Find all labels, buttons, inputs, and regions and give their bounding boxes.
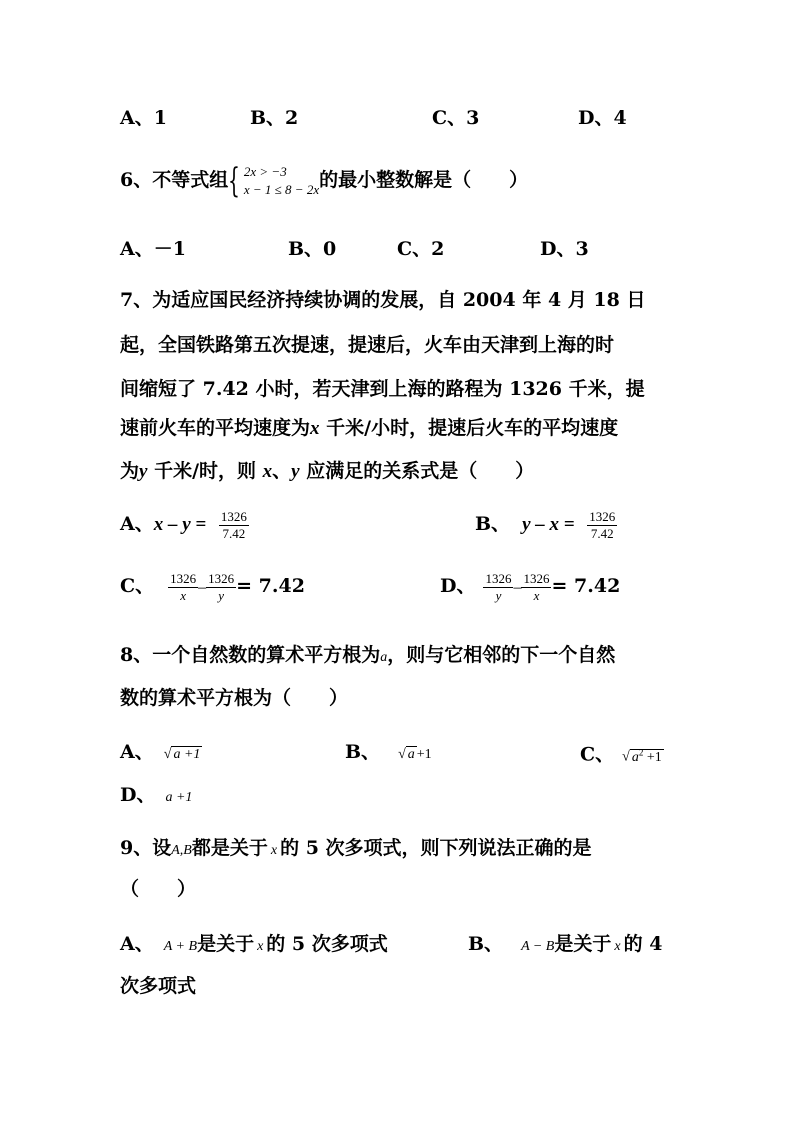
brace-icon: { (228, 161, 241, 201)
fraction-numerator: 1326 (523, 570, 550, 586)
q6-prefix: 6、不等式组 (120, 169, 229, 191)
q8-option-a-radicand: a +1 (173, 747, 201, 762)
q7-option-a (120, 506, 249, 543)
q5-option-b: B、2 (250, 107, 299, 129)
q7-option-c-label: C、 (120, 575, 155, 597)
q8-option-b (345, 740, 432, 767)
q7-option-d-frac2 (521, 571, 551, 604)
q7-line-5 (120, 459, 534, 484)
q8-option-c-tail: +1 (643, 749, 662, 765)
q8-option-a (120, 740, 202, 767)
q8-option-d (120, 783, 192, 810)
q7-line-5-sep: 、 (272, 460, 292, 482)
q9-line-1 (120, 836, 592, 863)
q7-line-5-mid: 千米/时，则 (147, 460, 263, 482)
q5-option-d: D、4 (578, 107, 627, 129)
q9-line-1-pre: 9、设 (120, 837, 172, 859)
q8-option-c (580, 740, 664, 770)
q7-line-3: 间缩短了 7.42 小时，若天津到上海的路程为 1326 千米，提 (120, 378, 645, 400)
q5-option-a: A、1 (120, 107, 167, 129)
q8-option-c-radicand: a (631, 749, 639, 765)
q7-option-b (475, 506, 617, 543)
q8-line-1-pre: 8、一个自然数的算术平方根为 (120, 644, 381, 666)
q6-option-c: C、2 (397, 238, 445, 260)
q6-option-d: D、3 (540, 238, 589, 260)
fraction-numerator: 1326 (589, 508, 616, 524)
q9-line-2: （ ） (120, 878, 197, 900)
q7-line-4-rest: 千米/小时，提速后火车的平均速度 (319, 417, 619, 439)
q8-option-b-tail: +1 (416, 747, 432, 762)
q7-option-b-expr: y – x = (522, 514, 575, 535)
q6-row1: 2x > −3 (243, 164, 287, 179)
q9-option-a-x: x (257, 939, 264, 954)
q7-option-c (120, 568, 305, 606)
fraction-denominator: 7.42 (590, 525, 614, 541)
q7-var-x2: x (262, 461, 273, 482)
q7-line-4-text: 速前火车的平均速度为 (120, 417, 311, 439)
q6-option-a: A、－1 (120, 238, 186, 260)
q8-option-c-exponent: 2 (638, 747, 644, 757)
minus-sign: – (198, 579, 207, 596)
q9-option-b-expr: A − B (521, 939, 555, 954)
q8-line-1-post: ，则与它相邻的下一个自然 (387, 644, 616, 666)
fraction-denominator: 7.42 (222, 525, 246, 541)
q6-question (120, 160, 528, 200)
q9-var-x: x (270, 843, 278, 858)
q5-option-c: C、3 (432, 107, 480, 129)
sqrt-icon: √ a +1 (163, 747, 201, 762)
q7-option-d-label: D、 (440, 575, 476, 597)
q7-option-a-fraction (219, 509, 249, 542)
q9-option-a-text: 是关于 (197, 933, 255, 955)
q7-option-c-frac2 (206, 571, 236, 604)
q7-var-y: y (139, 461, 148, 482)
q7-option-c-eq: = 7.42 (236, 575, 305, 597)
q6-inequality-system (228, 163, 319, 199)
q7-line-4 (120, 416, 618, 441)
q6-option-b: B、0 (288, 238, 337, 260)
q8-option-b-label: B、 (345, 741, 381, 763)
q9-option-b-text: 是关于 (554, 933, 612, 955)
q7-var-x: x (310, 418, 320, 439)
q7-option-d (440, 568, 620, 606)
q9-option-a (120, 932, 388, 959)
fraction-numerator: 1326 (485, 570, 512, 586)
q7-option-d-eq: = 7.42 (551, 575, 621, 597)
q8-line-1 (120, 643, 615, 670)
fraction-numerator: 1326 (170, 570, 197, 586)
fraction-denominator: x (180, 587, 187, 603)
q7-option-a-label: A、 (120, 513, 154, 535)
minus-sign: – (513, 579, 522, 596)
fraction-denominator: y (495, 587, 502, 603)
q7-line-1: 7、为适应国民经济持续协调的发展，自 2004 年 4 月 18 日 (120, 289, 646, 311)
q9-option-a-expr: A + B (163, 939, 198, 954)
q9-option-b-x: x (614, 939, 621, 954)
q7-option-d-frac1 (483, 571, 513, 604)
q9-option-b (468, 932, 662, 959)
q9-line-1-end: 的 5 次多项式，则下列说法正确的是 (280, 837, 592, 859)
fraction-denominator: y (218, 587, 225, 603)
q9-line-1-post: 都是关于 (191, 837, 268, 859)
q9-line-3: 次多项式 (120, 975, 197, 997)
q6-row2: x − 1 ≤ 8 − 2x (243, 182, 320, 197)
q7-option-c-frac1 (168, 571, 198, 604)
q7-option-b-label: B、 (475, 513, 511, 535)
q7-line-5-rest: 应满足的关系式是（ ） (299, 460, 535, 482)
q8-option-d-label: D、 (120, 784, 156, 806)
q8-option-d-expr: a +1 (165, 790, 193, 805)
q7-option-b-fraction (587, 509, 617, 542)
q7-option-a-expr: x – y = (153, 514, 207, 535)
q8-option-b-radicand: a (407, 747, 415, 762)
fraction-denominator: x (533, 587, 540, 603)
q9-var-ab: A,B (171, 843, 192, 858)
q9-option-b-label: B、 (468, 933, 504, 955)
fraction-numerator: 1326 (208, 570, 235, 586)
q7-line-5-pre: 为 (120, 460, 140, 482)
q8-option-c-label: C、 (580, 743, 615, 766)
sqrt-icon: √ $a^2 +1$ (622, 747, 662, 765)
q9-option-a-end: 的 5 次多项式 (266, 933, 388, 955)
q6-suffix: 的最小整数解是（ ） (319, 169, 529, 191)
fraction-numerator: 1326 (220, 508, 247, 524)
sqrt-icon: √ a (398, 747, 415, 762)
q8-line-2: 数的算术平方根为（ ） (120, 687, 349, 709)
q9-option-b-end: 的 4 (623, 933, 663, 955)
q7-var-y2: y (291, 461, 300, 482)
q8-option-a-label: A、 (120, 741, 154, 763)
q9-option-a-label: A、 (120, 933, 154, 955)
q7-line-2: 起，全国铁路第五次提速，提速后，火车由天津到上海的时 (120, 334, 615, 356)
q8-var-a: a (380, 650, 388, 665)
